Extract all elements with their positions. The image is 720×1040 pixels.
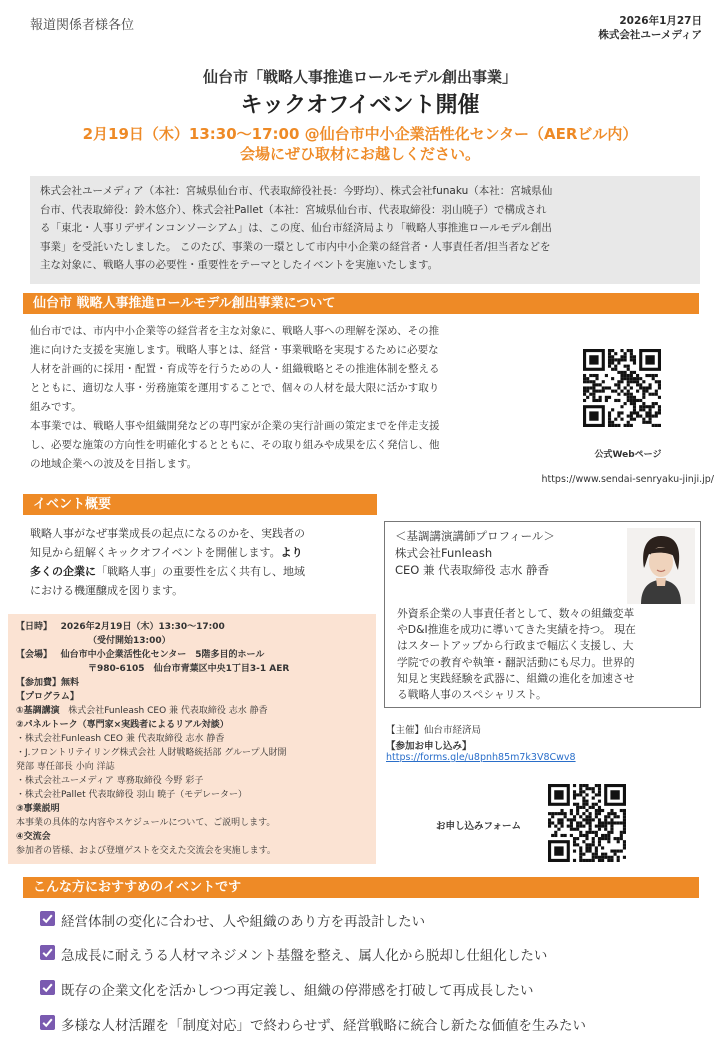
details-date: 【日時】 2026年2月19日（木）13:30～17:00 [16, 622, 225, 632]
page-subtitle: 仙台市「戦略人事推進ロールモデル創出事業」 [203, 68, 517, 86]
details-address: 〒980-6105 仙台市青葉区中央1丁目3-1 AER [88, 664, 290, 674]
about-text [30, 322, 550, 474]
panelist: ・株式会社ユーメディア 専務取締役 今野 彩子 [16, 776, 204, 786]
bio-line: 外資系企業の人事責任者として、数々の組織変革 [397, 607, 635, 620]
about-line: の地域企業への波及を目指します。 [30, 458, 198, 470]
addressee: 報道関係者様各位 [30, 18, 135, 33]
recommend-heading: こんな方におすすめのイベントです [23, 877, 699, 898]
page-title: キックオフイベント開催 [240, 93, 480, 118]
recommend-item-text: 既存の企業文化を活かしつつ再定義し、組織の停滞感を打破して再成長したい [61, 983, 534, 999]
event-overview-text [30, 524, 375, 600]
about-line: 組みです。 [30, 401, 82, 413]
program-briefing-text: 本事業の具体的な内容やスケジュールについて、ご説明します。 [16, 818, 276, 828]
checkbox-checked-icon [40, 980, 55, 995]
event-details-box [8, 614, 376, 864]
intro-box [30, 176, 700, 284]
about-heading: 仙台市 戦略人事推進ロールモデル創出事業について [23, 293, 699, 314]
about-line: 進に向けた支援を実施します。戦略人事とは、経営・事業戦略を実現するために必要な [30, 344, 439, 356]
bio-line: 学院での教育や執筆・翻訳活動にも尽力。世界的 [397, 655, 635, 669]
details-reception: （受付開始13:00） [88, 636, 171, 646]
release-header [598, 14, 702, 42]
details-venue: 【会場】 仙台市中小企業活性化センター 5階多目的ホール [16, 650, 265, 660]
program-keynote: ①基調講演 株式会社Funleash CEO 兼 代表取締役 志水 静香 [16, 706, 268, 716]
apply-label: 【参加お申し込み】 [386, 741, 472, 752]
recommend-item-text: 急成長に耐えうる人材マネジメント基盤を整え、属人化から脱却し仕組化したい [61, 948, 548, 964]
intro-line: 事業」を受託いたしました。 このたび、事業の一環として市内中小企業の経営者・人事責任者/担当者などを [40, 240, 551, 253]
intro-line: 主な対象に、戦略人事の必要性・重要性をテーマとしたイベントを実施いたします。 [40, 259, 439, 271]
program-networking-label: ④交流会 [16, 832, 51, 842]
bio-line: る戦略人事のスペシャリスト。 [397, 688, 547, 702]
overview-line: 多くの企業に「戦略人事」の重要性を広く共有し、地域 [30, 565, 305, 578]
release-date: 2026年1月27日 [619, 15, 702, 27]
speaker-company: 株式会社Funleash [395, 546, 493, 560]
program-briefing-label: ③事業説明 [16, 804, 60, 814]
speaker-profile-box [384, 521, 701, 708]
overview-line: 知見から紐解くキックオフイベントを開催します。より [30, 546, 303, 559]
overview-line: 戦略人事がなぜ事業成長の起点になるのかを、実践者の [30, 527, 305, 540]
checkbox-checked-icon [40, 911, 55, 926]
panelist: ・株式会社Funleash CEO 兼 代表取締役 志水 静香 [16, 734, 225, 744]
apply-form-label: お申し込みフォーム [436, 821, 522, 832]
organizer: 【主催】仙台市経済局 [386, 725, 482, 736]
website-url[interactable]: https://www.sendai-senryaku-jinji.jp/ [541, 474, 714, 485]
checkbox-checked-icon [40, 945, 55, 960]
speaker-photo [627, 528, 695, 604]
intro-line: る「東北・人事リデザインコンソーシアム」は、この度、仙台市経済局より「戦略人事推進ロールモデル創出 [40, 222, 552, 234]
panelist: 発部 専任部長 小向 洋誌 [16, 762, 115, 772]
website-qr-code[interactable] [583, 349, 661, 427]
bio-line: 知見と実践経験を武器に、組織の進化を加速させ [397, 671, 635, 685]
checkbox-checked-icon [40, 1015, 55, 1030]
recommend-item-text: 多様な人材活躍を「制度対応」で終わらせず、経営戦略に統合し新たな価値を生みたい [61, 1018, 587, 1034]
about-line: 仙台市では、市内中小企業等の経営者を主な対象に、戦略人事への理解を深め、その推 [30, 325, 440, 337]
website-label: 公式Webページ [594, 450, 662, 460]
apply-form-qr-code[interactable] [548, 784, 626, 862]
panelist: ・J.フロントリテイリング株式会社 人財戦略統括部 グループ人財開 [16, 748, 287, 758]
event-overview-heading: イベント概要 [23, 494, 377, 515]
intro-line: 台市、代表取締役：鈴木悠介）、株式会社Pallet（本社：宮城県仙台市、代表取締役：羽山暁子）で構成され [40, 203, 547, 216]
bio-line: やD&I推進を成功に導いてきた実績を持つ。 現在 [397, 623, 636, 637]
about-line: 本事業では、戦略人事や組織開発などの専門家が企業の実行計画の策定までを伴走支援 [30, 420, 440, 432]
press-invite: 会場にぜひ取材にお越しください。 [239, 145, 480, 163]
event-datetime: 2月19日（木）13:30～17:00 @仙台市中小企業活性化センター（AERビル内） [82, 125, 638, 143]
recommend-item-text: 経営体制の変化に合わせ、人や組織のあり方を再設計したい [61, 914, 426, 930]
apply-link[interactable]: https://forms.gle/u8pnh85m7k3V8Cwv8 [386, 752, 576, 763]
issuing-company: 株式会社ユーメディア [598, 29, 702, 41]
speaker-heading: ＜基調講演講師プロフィール＞ [395, 529, 555, 543]
overview-line: における機運醸成を図ります。 [30, 584, 184, 597]
details-program-label: 【プログラム】 [16, 692, 79, 702]
intro-line: 株式会社ユーメディア（本社：宮城県仙台市、代表取締役社長：今野均）、株式会社funaku（本社：宮城県仙 [40, 185, 553, 197]
program-panel-label: ②パネルトーク（専門家×実践者によるリアル対談） [16, 720, 229, 730]
about-line: とともに、適切な人事・労務施策を運用することで、個々の人材を最大限に活かす取り [30, 382, 440, 394]
program-networking-text: 参加者の皆様、および登壇ゲストを交えた交流会を実施します。 [16, 846, 276, 856]
about-line: し、必要な施策の方向性を明確化するとともに、その取り組みや成果を広く発信し、他 [30, 439, 440, 451]
bio-line: はスタートアップから行政まで幅広く支援し、大 [397, 639, 634, 653]
panelist: ・株式会社Pallet 代表取締役 羽山 暁子（モデレーター） [16, 790, 248, 800]
speaker-role: CEO 兼 代表取締役 志水 静香 [395, 563, 549, 577]
speaker-bio [397, 606, 693, 703]
about-line: 人材を計画的に採用・配置・育成等を行うための人・組織戦略とその推進体制を整える [30, 363, 440, 375]
details-fee: 【参加費】無料 [16, 678, 80, 688]
